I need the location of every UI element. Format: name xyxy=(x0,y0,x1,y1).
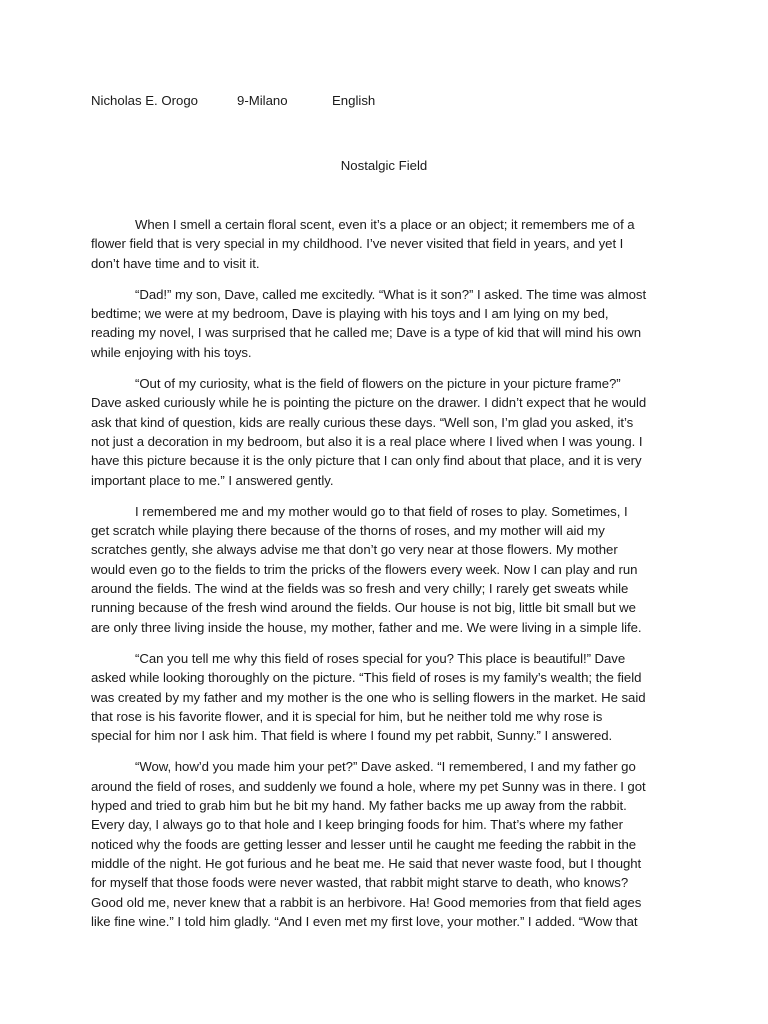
paragraph-line: important place to me.” I answered gently. xyxy=(91,472,334,488)
paragraph xyxy=(91,757,693,931)
paragraph-line: that rose is his favorite flower, and it is special for him, but he neither told me why rose is xyxy=(91,708,603,724)
paragraph-line: ask that kind of question, kids are really curious these days. “Well son, I’m glad you asked, it’s xyxy=(91,414,634,430)
essay-body xyxy=(91,215,693,943)
paragraph-line: not just a decoration in my bedroom, but also it is a real place where I lived when I was young. I xyxy=(91,433,643,449)
paragraph-line: Dave asked curiously while he is pointing the picture on the drawer. I didn’t expect that he would xyxy=(91,395,647,411)
paragraph xyxy=(91,502,693,637)
paragraph-line: reading my novel, I was surprised that he called me; Dave is a type of kid that will mind his own xyxy=(91,325,642,341)
paragraph-line: “Can you tell me why this field of roses special for you? This place is beautiful!” Dave xyxy=(135,650,626,666)
paragraph-line: When I smell a certain floral scent, even it’s a place or an object; it remembers me of a xyxy=(135,217,635,232)
paragraph-line: hyped and tried to grab him but he bit my hand. My father backs me up away from the rabbit. xyxy=(91,798,627,814)
author-name: Nicholas E. Orogo xyxy=(91,93,199,108)
document-header xyxy=(91,91,375,110)
paragraph-line: around the field of roses, and suddenly we found a hole, where my pet Sunny was in there. I got xyxy=(91,778,646,794)
paragraph-line: Every day, I always go to that hole and I keep bringing foods for him. That’s where my father xyxy=(91,817,623,833)
paragraph-line: would even go to the fields to trim the pricks of the flowers every week. Now I can play and run xyxy=(91,561,638,577)
paragraph-line: “Out of my curiosity, what is the field of flowers on the picture in your picture frame?” xyxy=(135,376,621,392)
paragraph-line: flower field that is very special in my childhood. I’ve never visited that field in years, and yet I xyxy=(91,236,624,252)
paragraph-line: asked while looking thoroughly on the picture. “This field of roses is my family’s wealth; the field xyxy=(91,670,642,686)
paragraph-line: Good old me, never knew that a rabbit is an herbivore. Ha! Good memories from that field ages xyxy=(91,894,642,910)
paragraph-line: like fine wine.” I told him gladly. “And I even met my first love, your mother.” I added. “Wow that xyxy=(91,913,638,929)
paragraph-line: get scratch while playing there because of the thorns of roses, and my mother will aid my xyxy=(91,523,605,539)
paragraph-line: noticed why the foods are getting lesser and lesser until he caught me feeding the rabbit in the xyxy=(91,836,637,852)
paragraph-line: special for him nor I ask him. That field is where I found my pet rabbit, Sunny.” I answered. xyxy=(91,728,613,744)
paragraph-line: bedtime; we were at my bedroom, Dave is playing with his toys and I am lying on my bed, xyxy=(91,306,609,322)
essay-title: Nostalgic Field xyxy=(340,158,428,173)
paragraph-line: I remembered me and my mother would go to that field of roses to play. Sometimes, I xyxy=(135,503,628,519)
paragraph xyxy=(91,649,693,745)
paragraph xyxy=(91,285,693,362)
paragraph-line: are only three living inside the house, my mother, father and me. We were living in a simple life. xyxy=(91,619,642,635)
paragraph-line: “Dad!” my son, Dave, called me excitedly. “What is it son?” I asked. The time was almost xyxy=(135,286,647,302)
subject-name: English xyxy=(332,93,376,108)
paragraph-line: around the fields. The wind at the fields was so fresh and very chilly; I rarely get sweats while xyxy=(91,581,629,597)
paragraph xyxy=(91,374,693,490)
paragraph-line: for myself that those foods were never wasted, that rabbit might starve to death, who knows? xyxy=(91,875,629,891)
class-section: 9-Milano xyxy=(237,93,288,108)
paragraph-line: don’t have time and to visit it. xyxy=(91,255,260,271)
paragraph-line: scratches gently, she always advise me that don’t go very near at those flowers. My mother xyxy=(91,542,618,558)
paragraph xyxy=(91,215,693,273)
paragraph-line: “Wow, how’d you made him your pet?” Dave asked. “I remembered, I and my father go xyxy=(135,759,636,775)
paragraph-line: middle of the night. He got furious and he beat me. He said that never waste food, but I thought xyxy=(91,855,642,871)
paragraph-line: have this picture because it is the only picture that I can only find about that place, and it is very xyxy=(91,453,642,469)
paragraph-line: while enjoying with his toys. xyxy=(91,344,252,360)
paragraph-line: running because of the fresh wind around the fields. Our house is not big, little bit small but we xyxy=(91,600,636,616)
paragraph-line: was created by my father and my mother is the one who is selling flowers in the market. He said xyxy=(91,689,646,705)
